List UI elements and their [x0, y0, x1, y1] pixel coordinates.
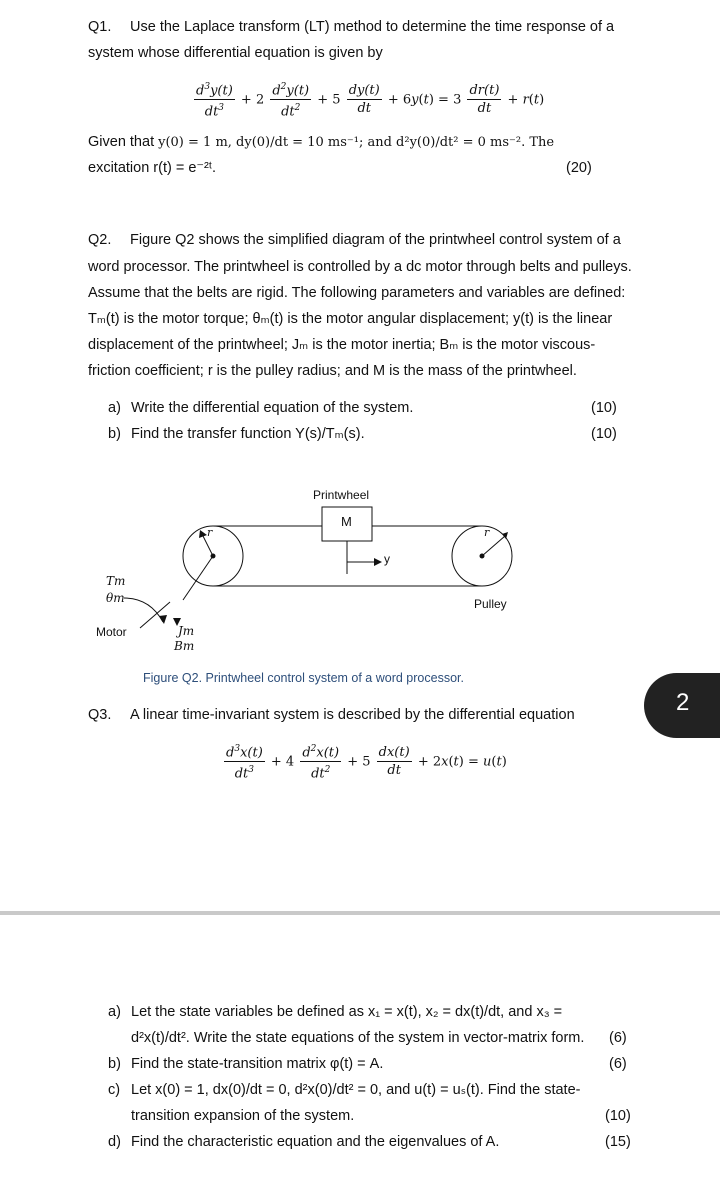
q3-part-a-line2: d²x(t)/dt². Write the state equations of the system in vector-matrix form.: [131, 1030, 585, 1046]
q2-line-2: Assume that the belts are rigid. The following parameters and variables are defined:: [88, 285, 626, 301]
motor-shaft: [183, 556, 213, 600]
q3-part-b-label: b): [108, 1056, 121, 1072]
torque-arc: [124, 598, 163, 622]
theta-label: θm: [106, 591, 125, 605]
bm-label: Bm: [174, 639, 195, 653]
motor-leader: [140, 602, 170, 628]
q3-part-b-line1: Find the state-transition matrix φ(t) = A.: [131, 1056, 384, 1072]
q1-number: Q1.: [88, 19, 112, 35]
q3-part-d-label: d): [108, 1134, 121, 1150]
q1-given-prefix: Given that: [88, 134, 155, 150]
q2-line-3: Tₘ(t) is the motor torque; θₘ(t) is the motor angular displacement; y(t) is the linear: [88, 311, 613, 327]
right-pulley-center: [480, 554, 485, 559]
q3-part-b-marks: (6): [609, 1056, 627, 1072]
q3-part-d-marks: (15): [605, 1134, 631, 1150]
q2-part-b-text: Find the transfer function Y(s)/Tₘ(s).: [131, 426, 365, 442]
q3-part-a-marks: (6): [609, 1030, 627, 1046]
q3-number: Q3.: [88, 707, 112, 723]
q1-marks: (20): [566, 160, 592, 176]
q3-part-c-line2: transition expansion of the system.: [131, 1108, 355, 1124]
q2-part-a-label: a): [108, 400, 121, 416]
q2-part-a-text: Write the differential equation of the system.: [131, 400, 414, 416]
q3-part-c-line1: Let x(0) = 1, dx(0)/dt = 0, d²x(0)/dt² = 0, and u(t) = uₛ(t). Find the state-: [131, 1082, 581, 1098]
right-radius: [482, 536, 505, 556]
jm-label: Jm: [178, 624, 195, 638]
q1-equation: $\frac{d^3y(t)}{dt^3}$ + 2 $\frac{d^2y(t)}{dt^2}$ + 5 $\frac{dy(t)}{dt}$ + 6y(t) = 3 $\frac{dr(t)}{dt}$ + r(t): [196, 82, 545, 120]
q3-part-d-line1: Find the characteristic equation and the eigenvalues of A.: [131, 1134, 500, 1150]
q2-line-4: displacement of the printwheel; Jₘ is the motor inertia; Bₘ is the motor viscous-: [88, 337, 596, 353]
left-radius: [203, 536, 213, 556]
printwheel-label: Printwheel: [313, 488, 370, 502]
q3-part-a-line1: Let the state variables be defined as x₁ = x(t), x₂ = dx(t)/dt, and x₃ =: [131, 1004, 563, 1020]
q1-line2: system whose differential equation is given by: [88, 45, 383, 61]
figure-caption: Figure Q2. Printwheel control system of a word processor.: [143, 671, 464, 685]
q2-line-1: word processor. The printwheel is controlled by a dc motor through belts and pulleys.: [88, 259, 632, 275]
q1-excitation: excitation r(t) = e⁻²ᵗ.: [88, 160, 217, 176]
q3-part-c-label: c): [108, 1082, 121, 1098]
q2-line-5: friction coefficient; r is the pulley radius; and M is the mass of the printwheel.: [88, 363, 577, 379]
q3-equation: $\frac{d^3x(t)}{dt^3}$ + 4 $\frac{d^2x(t)}{dt^2}$ + 5 $\frac{dx(t)}{dt}$ + 2x(t) = u(t): [226, 744, 507, 782]
q1-line1: Use the Laplace transform (LT) method to determine the time response of a: [130, 19, 615, 35]
q3-line1: A linear time-invariant system is described by the differential equation: [130, 707, 575, 723]
q3-part-a-label: a): [108, 1004, 121, 1020]
left-pulley-center: [211, 554, 216, 559]
q2-part-a-marks: (10): [591, 400, 617, 416]
page-number-badge: [644, 673, 720, 738]
y-label: y: [384, 552, 390, 566]
y-arrow-head: [374, 558, 382, 566]
torque-arrow-head: [159, 615, 167, 624]
r-right-label: r: [484, 526, 490, 539]
q2-part-b-marks: (10): [591, 426, 617, 442]
q2-part-b-label: b): [108, 426, 121, 442]
motor-label: Motor: [96, 625, 127, 639]
q1-given-values: y(0) = 1 m, dy(0)/dt = 10 ms⁻¹; and d²y(0)/dt² = 0 ms⁻². The: [158, 135, 555, 150]
page-divider: [0, 911, 720, 915]
pulley-label: Pulley: [474, 597, 507, 611]
page-number: 2: [676, 689, 690, 716]
tm-label: Tm: [106, 574, 126, 588]
q2-line-0: Figure Q2 shows the simplified diagram of the printwheel control system of a: [130, 232, 621, 248]
q3-part-c-marks: (10): [605, 1108, 631, 1124]
q2-number: Q2.: [88, 232, 112, 248]
r-left-label: r: [207, 526, 213, 539]
mass-label: M: [341, 514, 352, 529]
